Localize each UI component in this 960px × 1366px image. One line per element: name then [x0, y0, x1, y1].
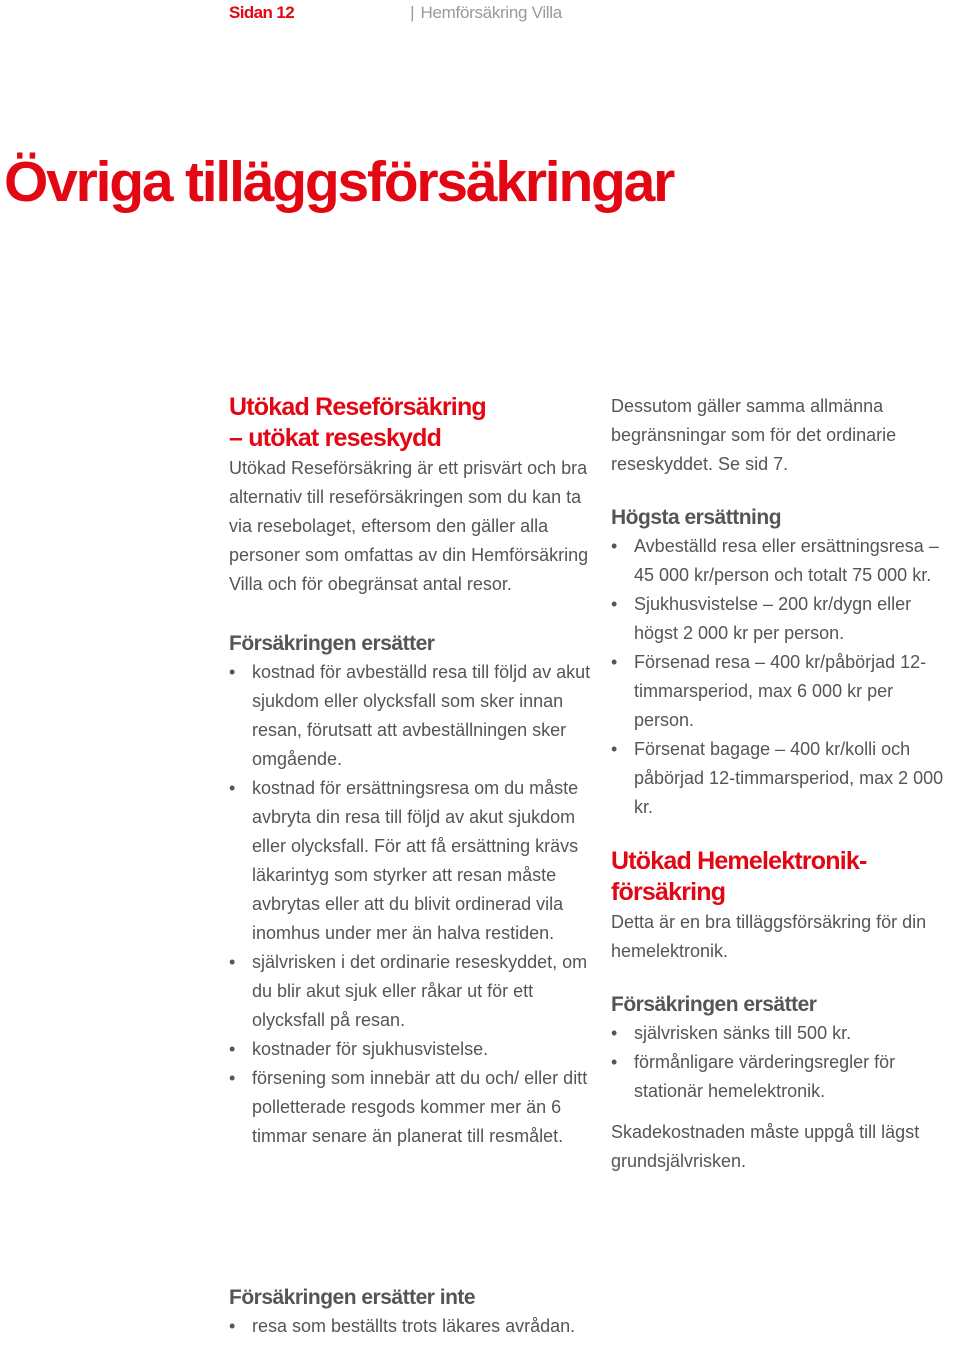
travel-insurance-heading — [229, 392, 591, 454]
page-number: Sidan 12 — [229, 3, 295, 22]
document-title: Hemförsäkring Villa — [420, 3, 562, 22]
list-item: • kostnad för avbeställd resa till följd av akut sjukdom eller olycksfall som sker innan resan, förutsatt att avbeställningen sker omgående. — [229, 658, 591, 774]
limitations-text: Dessutom gäller samma allmänna begränsningar som för det ordinarie reseskyddet. Se sid 7. — [611, 396, 897, 474]
not-covers-section — [229, 1283, 591, 1341]
list-item: • försening som innebär att du och/ eller ditt polletterade resgods kommer mer än 6 timmar senare än planerat till resmålet. — [229, 1064, 591, 1151]
list-item: • Avbeställd resa eller ersättningsresa – 45 000 kr/person och totalt 75 000 kr. — [611, 532, 956, 590]
electronics-heading-line2: försäkring — [611, 878, 726, 906]
not-covers-list — [229, 1312, 591, 1341]
list-item: • resa som beställts trots läkares avrådan. — [229, 1312, 591, 1341]
page-title: Övriga tilläggsförsäkringar — [4, 150, 674, 214]
list-item: • självrisken i det ordinarie reseskyddet, om du blir akut sjuk eller råkar ut för ett olycksfall på resan. — [229, 948, 591, 1035]
list-item: • kostnad för ersättningsresa om du måste avbryta din resa till följd av akut sjukdom eller olycksfall. För att få ersättning krävs läkarintyg som styrker att resan måste avbrytas eller att du blivit ordinerad vila inomhus under mer än halva restiden. — [229, 774, 591, 948]
covers-heading: Försäkringen ersätter — [229, 632, 435, 655]
electronics-note: Skadekostnaden måste uppgå till lägst grundsjälvrisken. — [611, 1122, 920, 1171]
page-header — [229, 2, 562, 24]
travel-insurance-intro: Utökad Reseförsäkring är ett prisvärt och bra alternativ till reseförsäkringen som du kan ta via resebolaget, eftersom den gäller alla personer som omfattas av din Hemförsäkring Villa och för obegränsat antal resor. — [229, 458, 589, 594]
not-covers-heading: Försäkringen ersätter inte — [229, 1286, 476, 1309]
list-item: • Sjukhusvistelse – 200 kr/dygn eller högst 2 000 kr per person. — [611, 590, 956, 648]
header-separator: | — [410, 3, 415, 22]
electronics-covers-list — [611, 1019, 956, 1106]
electronics-heading-line1: Utökad Hemelektronik- — [611, 847, 867, 875]
list-item: • förmånligare värderingsregler för stationär hemelektronik. — [611, 1048, 956, 1106]
list-item: • Försenat bagage – 400 kr/kolli och påbörjad 12-timmarsperiod, max 2 000 kr. — [611, 735, 956, 822]
covers-list — [229, 658, 591, 1151]
list-item: • Försenad resa – 400 kr/påbörjad 12-timmarsperiod, max 6 000 kr per person. — [611, 648, 956, 735]
list-item: • kostnader för sjukhusvistelse. — [229, 1035, 591, 1064]
max-compensation-list — [611, 532, 956, 822]
right-column — [611, 392, 956, 1176]
electronics-insurance-heading — [611, 846, 956, 908]
travel-insurance-heading-line1: Utökad Reseförsäkring — [229, 393, 486, 421]
electronics-covers-heading: Försäkringen ersätter — [611, 993, 817, 1016]
max-compensation-heading: Högsta ersättning — [611, 506, 782, 529]
left-column — [229, 392, 591, 1151]
list-item: • självrisken sänks till 500 kr. — [611, 1019, 956, 1048]
travel-insurance-heading-line2: – utökat reseskydd — [229, 424, 442, 452]
electronics-intro: Detta är en bra tilläggsförsäkring för din hemelektronik. — [611, 912, 927, 961]
